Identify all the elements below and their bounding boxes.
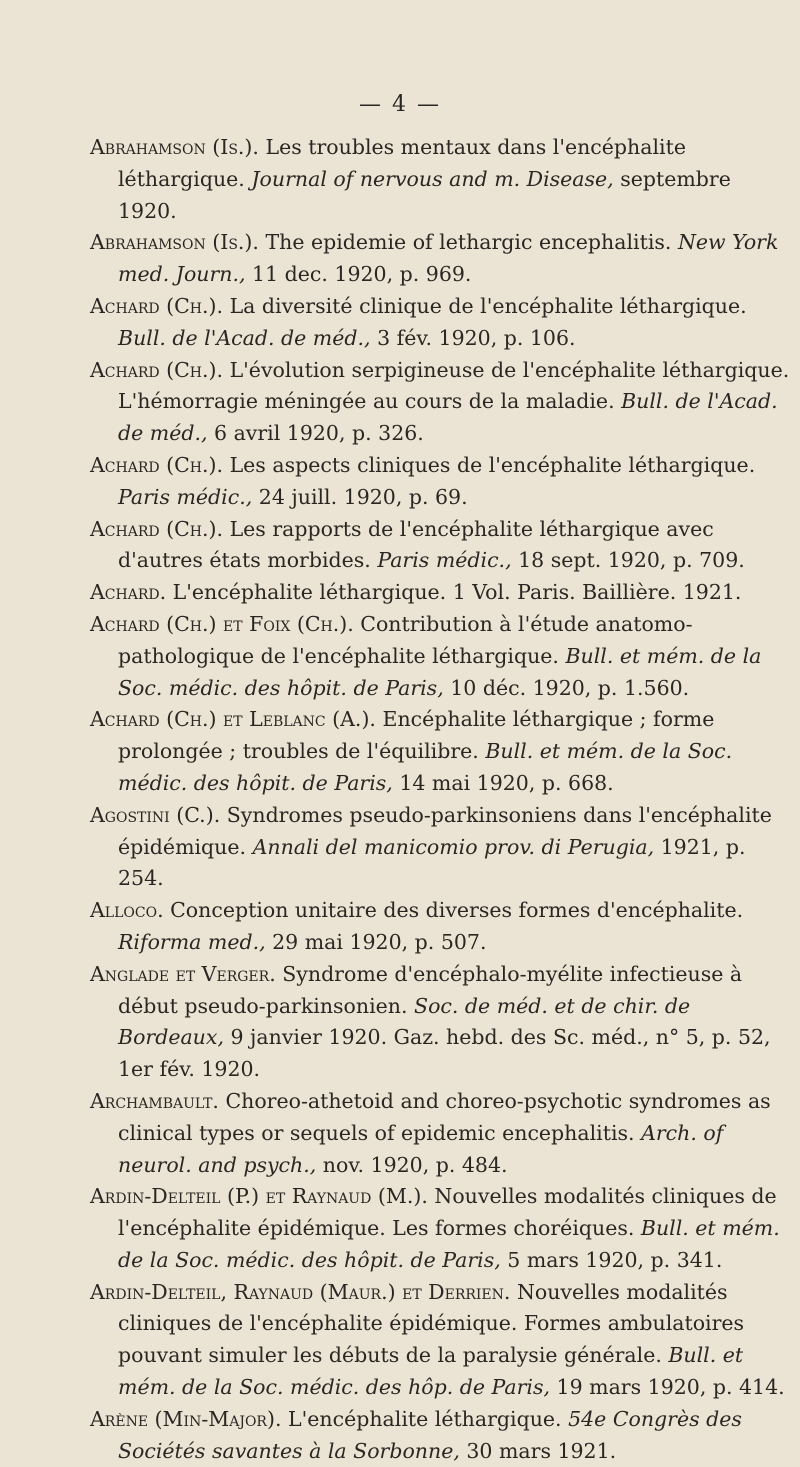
- entry-journal: New York med. Journ.,: [118, 230, 779, 287]
- bibliography-entry: [90, 1404, 790, 1467]
- bibliography-entry: [90, 227, 790, 291]
- entry-details: 9 janvier 1920. Gaz. hebd. des Sc. méd., n° 5, p. 52, 1er fév. 1920.: [118, 1025, 771, 1082]
- entry-author: Achard.: [90, 580, 167, 605]
- entry-details: 10 déc. 1920, p. 1.560.: [443, 675, 690, 700]
- entry-details: 24 juill. 1920, p. 69.: [252, 484, 468, 509]
- entry-journal: Bull. et mém. de la Soc. médic. des hôpit. de Paris,: [118, 739, 733, 795]
- bibliography-entry: [90, 800, 790, 895]
- entry-author: Agostini (C.).: [90, 802, 221, 827]
- entry-title: Nouvelles modalités cliniques de l'encéphalite épidémique. Formes ambulatoires pouvant simuler les débuts de la paralysie générale.: [118, 1279, 745, 1368]
- entry-title: Encéphalite léthargique ; forme prolongée ; troubles de l'équilibre.: [118, 707, 715, 764]
- entry-journal: Soc. de méd. et de chir. de Bordeaux,: [118, 993, 691, 1050]
- bibliography-entry: [90, 514, 790, 578]
- entry-title: L'encéphalite léthargique.: [281, 1406, 569, 1431]
- entry-journal: 54e Congrès des Sociétés savantes à la Sorbonne,: [118, 1406, 742, 1463]
- entry-journal: Bull. et mém. de la Soc. médic. des hôpit. de Paris,: [118, 1216, 780, 1272]
- entry-details: 30 mars 1921.: [459, 1438, 617, 1463]
- entry-journal: Paris médic.,: [377, 548, 512, 573]
- entry-author: Achard (Ch.).: [90, 516, 224, 541]
- entry-title: Choreo-athetoid and choreo-psychotic syndromes as clinical types or sequels of epidemic encephalitis.: [118, 1088, 771, 1145]
- bibliography-entry: [90, 1181, 790, 1276]
- entry-journal: Bull. et mém. de la Soc. médic. des hôp. de Paris,: [118, 1343, 744, 1400]
- bibliography-entry: [90, 704, 790, 799]
- entry-journal: Riforma med.,: [118, 929, 266, 954]
- bibliography-entry: [90, 450, 790, 514]
- entry-title: Les aspects cliniques de l'encéphalite léthargique.: [223, 452, 756, 477]
- entry-author: Abrahamson (Is.).: [90, 135, 259, 159]
- entry-title: L'évolution serpigineuse de l'encéphalite léthargique. L'hémorragie méningée au cours de la maladie.: [118, 357, 790, 414]
- entry-author: Achard (Ch.).: [90, 452, 224, 477]
- entry-journal: Arch. of neurol. and psych.,: [118, 1120, 724, 1177]
- bibliography-entry: [90, 132, 790, 227]
- entry-details: 6 avril 1920, p. 326.: [207, 421, 424, 446]
- bibliography-entry: [90, 1277, 790, 1404]
- entry-author: Ardin-Delteil (P.) et Raynaud (M.).: [90, 1184, 428, 1209]
- entry-title: Syndrome d'encéphalo-myélite infectieuse à début pseudo-parkinsonien.: [118, 961, 743, 1018]
- entry-title: Syndromes pseudo-parkinsoniens dans l'encéphalite épidémique.: [118, 802, 772, 859]
- bibliography-entry: [90, 577, 790, 609]
- entry-author: Anglade et Verger.: [90, 961, 276, 986]
- bibliography-entry: [90, 291, 790, 355]
- entry-title: Contribution à l'étude anatomo-pathologique de l'encéphalite léthargique.: [118, 611, 693, 668]
- bibliography-entry: [90, 895, 790, 959]
- page-number: — 4 —: [359, 92, 441, 117]
- entry-author: Abrahamson (Is.).: [90, 230, 259, 255]
- entry-author: Achard (Ch.) et Leblanc (A.).: [90, 707, 376, 732]
- entry-details: 5 mars 1920, p. 341.: [500, 1247, 723, 1272]
- entry-title: L'encéphalite léthargique. 1 Vol. Paris. Baillière. 1921.: [166, 580, 742, 605]
- bibliography-list: [90, 132, 790, 1467]
- entry-author: Achard (Ch.) et Foix (Ch.).: [90, 611, 354, 636]
- bibliography-entry: [90, 609, 790, 704]
- entry-details: 3 fév. 1920, p. 106.: [370, 325, 576, 350]
- entry-journal: Annali del manicomio prov. di Perugia,: [252, 834, 655, 859]
- entry-details: 11 dec. 1920, p. 969.: [245, 262, 472, 287]
- entry-journal: Bull. de l'Acad. de méd.,: [118, 389, 778, 446]
- entry-details: 18 sept. 1920, p. 709.: [511, 548, 745, 573]
- entry-author: Ardin-Delteil, Raynaud (Maur.) et Derrien.: [90, 1279, 511, 1304]
- entry-journal: Paris médic.,: [118, 484, 253, 509]
- entry-title: The epidemie of lethargic encephalitis.: [258, 230, 678, 255]
- entry-details: 1921, p. 254.: [118, 834, 746, 891]
- entry-details: 29 mai 1920, p. 507.: [265, 929, 487, 954]
- entry-title: Nouvelles modalités cliniques de l'encéphalite épidémique. Les formes choréiques.: [118, 1184, 777, 1241]
- entry-author: Alloco.: [90, 898, 164, 923]
- entry-author: Achard (Ch.).: [90, 357, 224, 382]
- entry-details: 19 mars 1920, p. 414.: [550, 1375, 785, 1400]
- entry-title: Les troubles mentaux dans l'encéphalite léthargique.: [118, 135, 686, 191]
- entry-journal: Bull. de l'Acad. de méd.,: [118, 325, 371, 350]
- entry-title: Les rapports de l'encéphalite léthargique avec d'autres états morbides.: [118, 516, 714, 573]
- entry-details: nov. 1920, p. 484.: [316, 1152, 508, 1177]
- entry-journal: Journal of nervous and m. Disease,: [251, 166, 614, 191]
- entry-details: 14 mai 1920, p. 668.: [392, 770, 614, 795]
- entry-author: Achard (Ch.).: [90, 293, 224, 318]
- entry-author: Arène (Min-Major).: [90, 1406, 282, 1431]
- entry-title: La diversité clinique de l'encéphalite léthargique.: [223, 293, 747, 318]
- bibliography-entry: [90, 355, 790, 450]
- entry-author: Archambault.: [90, 1088, 219, 1113]
- bibliography-entry: [90, 959, 790, 1086]
- bibliography-entry: [90, 1086, 790, 1181]
- entry-journal: Bull. et mém. de la Soc. médic. des hôpit. de Paris,: [118, 643, 762, 700]
- entry-title: Conception unitaire des diverses formes d'encéphalite.: [163, 898, 744, 923]
- entry-details: septembre 1920.: [118, 166, 731, 223]
